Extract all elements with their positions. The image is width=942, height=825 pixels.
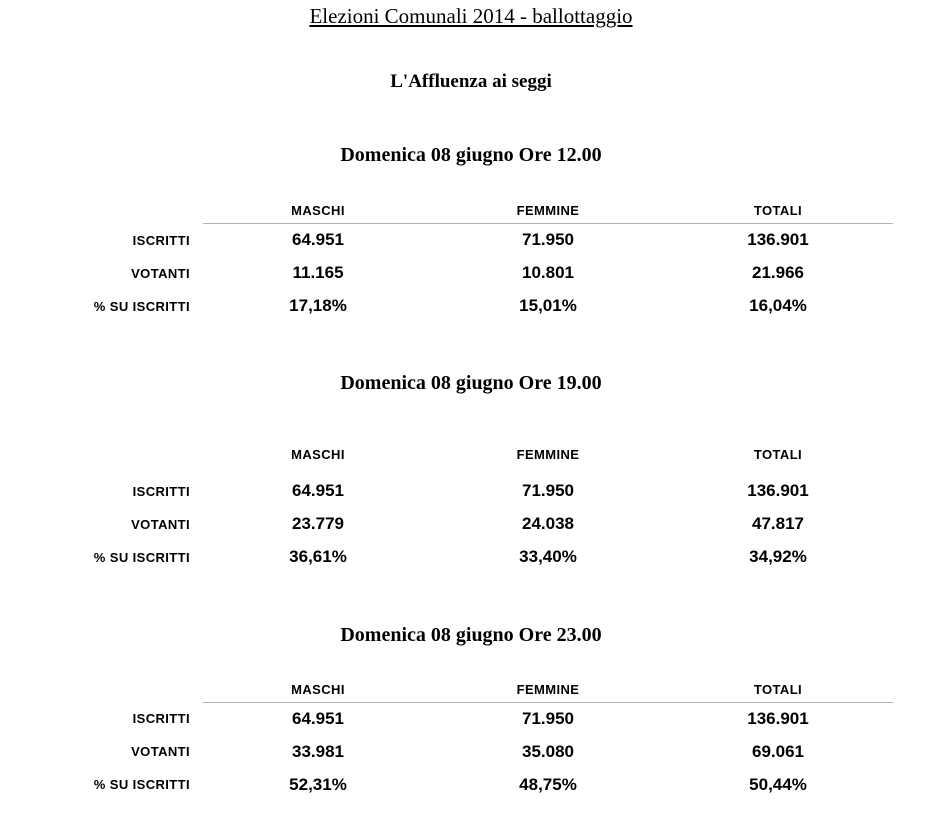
cell-value: 16,04% — [749, 296, 807, 315]
cell-value: 15,01% — [519, 296, 577, 315]
cell-value: 136.901 — [747, 708, 809, 728]
table-row-percent-su-iscritti — [60, 290, 893, 323]
row-label-iscritti: ISCRITTI — [132, 232, 190, 248]
column-header-totali: TOTALI — [663, 198, 893, 224]
cell-value: 33,40% — [519, 547, 577, 566]
column-header-femmine: FEMMINE — [516, 446, 580, 462]
column-header-femmine: FEMMINE — [433, 677, 663, 703]
turnout-table-ore-12 — [60, 198, 893, 323]
cell-value: 34,92% — [749, 547, 807, 566]
section-heading-ore-12: Domenica 08 giugno Ore 12.00 — [340, 144, 602, 166]
cell-value: 33.981 — [292, 741, 344, 761]
cell-value: 24.038 — [522, 514, 574, 533]
column-header-maschi: MASCHI — [203, 677, 433, 703]
cell-value: 47.817 — [752, 514, 804, 533]
table-row-iscritti — [60, 224, 893, 257]
section-heading-ore-19: Domenica 08 giugno Ore 19.00 — [340, 371, 602, 394]
cell-value: 52,31% — [289, 774, 347, 794]
cell-value: 136.901 — [747, 481, 809, 500]
table-row-votanti — [60, 735, 893, 768]
turnout-table-ore-23 — [60, 677, 893, 802]
cell-value: 71.950 — [522, 481, 574, 500]
table-header-row — [60, 677, 893, 703]
cell-value: 48,75% — [519, 774, 577, 794]
section-heading-ore-23: Domenica 08 giugno Ore 23.00 — [340, 623, 602, 646]
cell-value: 35.080 — [522, 741, 574, 761]
cell-value: 64.951 — [292, 708, 344, 728]
table-row-votanti — [60, 257, 893, 290]
row-label-iscritti: ISCRITTI — [132, 483, 190, 499]
column-header-femmine: FEMMINE — [433, 198, 663, 224]
cell-value: 64.951 — [292, 481, 344, 500]
turnout-table-ore-19 — [60, 442, 893, 574]
column-header-totali: TOTALI — [663, 677, 893, 703]
row-label-percent-su-iscritti: % SU ISCRITTI — [93, 298, 190, 314]
row-label-iscritti: ISCRITTI — [132, 711, 190, 726]
row-label-votanti: VOTANTI — [131, 265, 190, 281]
cell-value: 136.901 — [747, 230, 809, 250]
empty-corner-cell — [60, 198, 203, 224]
cell-value: 36,61% — [289, 547, 347, 566]
cell-value: 64.951 — [292, 230, 344, 250]
page-title: Elezioni Comunali 2014 - ballottaggio — [309, 4, 633, 28]
empty-corner-cell — [60, 442, 203, 475]
cell-value: 50,44% — [749, 774, 807, 794]
row-label-percent-su-iscritti: % SU ISCRITTI — [93, 549, 190, 565]
row-label-votanti: VOTANTI — [131, 516, 190, 532]
cell-value: 11.165 — [292, 263, 344, 282]
cell-value: 10.801 — [522, 263, 574, 282]
cell-value: 17,18% — [289, 296, 347, 315]
table-row-iscritti — [60, 475, 893, 508]
column-header-maschi: MASCHI — [291, 446, 345, 462]
column-header-maschi: MASCHI — [203, 198, 433, 224]
table-row-percent-su-iscritti — [60, 541, 893, 574]
cell-value: 71.950 — [522, 708, 574, 728]
table-row-votanti — [60, 508, 893, 541]
empty-corner-cell — [60, 677, 203, 703]
cell-value: 23.779 — [292, 514, 344, 533]
table-row-percent-su-iscritti — [60, 768, 893, 801]
page-subtitle: L'Affluenza ai seggi — [390, 71, 552, 92]
table-header-row — [60, 198, 893, 224]
column-header-totali: TOTALI — [753, 446, 803, 462]
cell-value: 69.061 — [752, 741, 804, 761]
table-row-iscritti — [60, 702, 893, 735]
row-label-percent-su-iscritti: % SU ISCRITTI — [93, 777, 190, 792]
cell-value: 21.966 — [752, 263, 804, 282]
table-header-row — [60, 442, 893, 475]
row-label-votanti: VOTANTI — [131, 744, 190, 759]
cell-value: 71.950 — [522, 230, 574, 250]
